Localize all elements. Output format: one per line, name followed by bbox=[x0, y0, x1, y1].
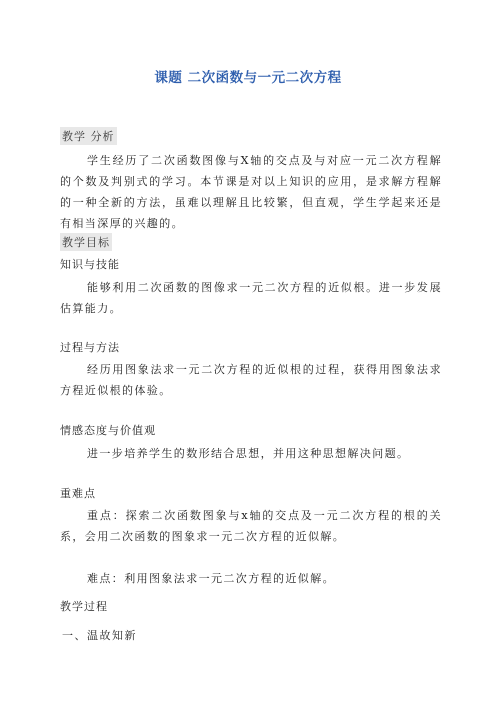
goals-heading: 教学目标 bbox=[60, 233, 112, 251]
teaching-process-heading: 教学过程 bbox=[60, 600, 108, 613]
analysis-paragraph: 学生经历了二次函数图像与X轴的交点及与对应一元二次方程解的个数及判别式的学习。本节课是对以上知识的应用，是求解方程解的一种全新的方法，虽难以理解且比较繁，但直观，学生学起来还是有相当深厚的兴趣的。 bbox=[60, 154, 442, 230]
knowledge-paragraph: 能够利用二次函数的图像求一元二次方程的近似根。进一步发展估算能力。 bbox=[60, 281, 442, 315]
key-point-paragraph: 重点：探索二次函数图象与x轴的交点及一元二次方程的根的关系，会用二次函数的图象求一元二次方程的近似解。 bbox=[60, 509, 442, 543]
knowledge-heading: 知识与技能 bbox=[60, 258, 120, 271]
process-heading: 过程与方法 bbox=[60, 341, 120, 354]
process-paragraph: 经历用图象法求一元二次方程的近似根的过程，获得用图象法求方程近似根的体验。 bbox=[60, 363, 442, 397]
attitude-heading: 情感态度与价值观 bbox=[60, 424, 156, 437]
difficult-point-paragraph: 难点：利用图象法求一元二次方程的近似解。 bbox=[87, 572, 335, 585]
keypoints-heading: 重难点 bbox=[60, 487, 96, 500]
review-item: 一、温故知新 bbox=[62, 629, 137, 642]
attitude-paragraph: 进一步培养学生的数形结合思想，并用这种思想解决问题。 bbox=[87, 447, 410, 460]
analysis-heading: 教学 分析 bbox=[60, 127, 117, 145]
page-title: 课题 二次函数与一元二次方程 bbox=[154, 70, 342, 86]
